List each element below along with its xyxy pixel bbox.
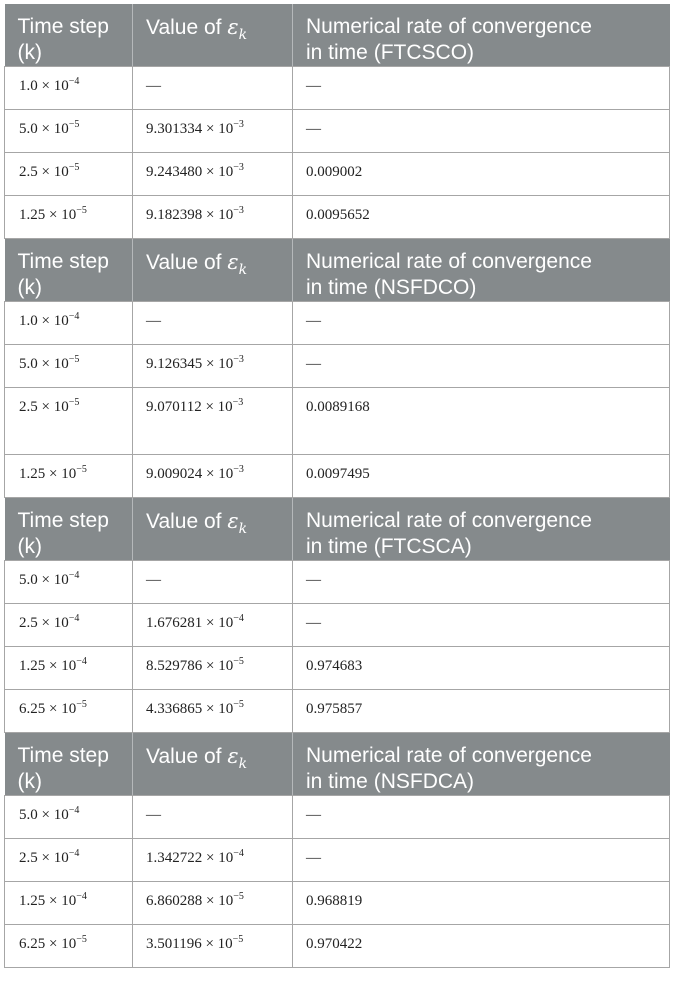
time-step-cell-base: 10 [53,121,69,137]
time-step-cell-mantissa: 1.0 [19,313,38,329]
error-value-cell-base: 10 [218,207,234,223]
time-step-cell-exponent: −5 [76,464,87,475]
header-time-step-label: Time step ( [17,744,109,793]
time-step-cell-exponent: −5 [76,934,87,945]
error-value-cell-exponent: −3 [233,162,244,173]
error-value-cell [133,110,293,153]
header-rate-line2: in time [306,41,368,64]
error-value-cell-mantissa: 6.860288 [146,893,203,909]
time-step-cell [5,345,133,388]
error-value-cell [133,925,293,968]
header-rate-line2: in time [306,276,368,299]
error-value-cell-base: 10 [218,893,234,909]
epsilon-subscript: k [238,756,248,773]
header-time-step [5,239,133,302]
time-step-cell [5,302,133,345]
table-row [5,604,670,647]
header-rate-line2: in time [306,535,368,558]
error-value-cell-base: 10 [218,466,234,482]
time-step-cell-base: 10 [53,399,69,415]
times-sign: × [41,313,50,329]
error-value-cell-base: 10 [218,658,234,674]
rate-cell: — [293,302,670,345]
error-value-cell-exponent: −5 [233,656,244,667]
error-value-cell-mantissa: 9.009024 [146,466,203,482]
time-step-cell [5,110,133,153]
table-row [5,561,670,604]
header-time-step-var: k [24,276,35,299]
time-step-cell-base: 10 [53,807,69,823]
times-sign: × [206,121,215,137]
error-value-cell-base: 10 [217,936,233,952]
header-value-label: Value of [146,745,228,768]
times-sign: × [41,572,50,588]
time-step-cell [5,647,133,690]
table-row [5,67,670,110]
rate-cell: 0.0095652 [293,196,670,239]
error-value-cell-exponent: −4 [233,613,244,624]
header-time-step-var: k [24,41,35,64]
error-value-cell-mantissa: 9.301334 [146,121,203,137]
time-step-cell-exponent: −4 [68,570,80,581]
error-value-cell-base: 10 [218,615,234,631]
error-value-cell-exponent: −4 [233,848,244,859]
section-header-row [5,498,670,561]
error-value-cell-exponent: −5 [233,891,244,902]
section-header-row [5,4,670,67]
error-value-cell-base: 10 [218,121,234,137]
time-step-cell-mantissa: 1.25 [19,893,46,909]
error-value-cell-base: 10 [218,701,234,717]
times-sign: × [41,615,50,631]
error-value-cell [133,690,293,733]
header-value [133,4,293,67]
error-value-cell-exponent: −3 [232,397,244,408]
time-step-cell-exponent: −4 [76,891,87,902]
times-sign: × [206,615,215,631]
error-value-cell-mantissa: 4.336865 [146,701,203,717]
error-value-dash: — [146,313,161,329]
times-sign: × [49,207,58,223]
epsilon-subscript: k [238,262,248,279]
header-time-step [5,733,133,796]
table-body [5,4,670,968]
error-value-cell-mantissa: 9.126345 [146,356,203,372]
time-step-cell-exponent: −5 [68,162,80,173]
table-row [5,110,670,153]
times-sign: × [41,807,50,823]
header-value [133,498,293,561]
time-step-cell-mantissa: 6.25 [19,936,46,952]
header-time-step [5,4,133,67]
time-step-cell-base: 10 [53,615,69,631]
time-step-cell [5,925,133,968]
error-value-cell-base: 10 [218,356,234,372]
time-step-cell [5,796,133,839]
error-value-cell-exponent: −3 [233,464,244,475]
times-sign: × [205,936,214,952]
time-step-cell-base: 10 [53,313,69,329]
times-sign: × [206,207,215,223]
header-rate-line2: in time [306,770,368,793]
time-step-cell-exponent: −5 [68,119,80,130]
time-step-cell-mantissa: 1.25 [19,658,46,674]
epsilon-subscript: k [238,521,248,538]
rate-cell: 0.974683 [293,647,670,690]
header-rate-line1: Numerical rate of convergence [306,250,592,273]
error-value-cell-mantissa: 1.676281 [146,615,203,631]
table-row [5,388,670,455]
error-value-cell [133,561,293,604]
header-scheme-name: (FTCSCO) [373,41,475,64]
header-time-step-close: ) [35,770,42,793]
error-value-cell-mantissa: 3.501196 [146,936,202,952]
times-sign: × [205,399,214,415]
table-row [5,882,670,925]
rate-cell: — [293,839,670,882]
time-step-cell [5,388,133,455]
rate-cell: — [293,110,670,153]
error-value-dash: — [146,572,161,588]
error-value-cell [133,796,293,839]
header-rate [293,498,670,561]
error-value-cell [133,882,293,925]
rate-cell: — [293,561,670,604]
time-step-cell-mantissa: 1.25 [19,466,46,482]
times-sign: × [206,466,215,482]
error-value-cell-exponent: −3 [233,205,244,216]
header-rate [293,4,670,67]
error-value-cell-mantissa: 9.182398 [146,207,203,223]
time-step-cell-mantissa: 5.0 [19,807,38,823]
header-rate [293,733,670,796]
table-row [5,455,670,498]
table-row [5,153,670,196]
times-sign: × [49,701,58,717]
time-step-cell-mantissa: 2.5 [19,850,38,866]
times-sign: × [41,164,50,180]
time-step-cell-mantissa: 5.0 [19,121,38,137]
section-header-row [5,239,670,302]
header-value-label: Value of [146,510,228,533]
time-step-cell-exponent: −4 [68,76,80,87]
table-row [5,647,670,690]
header-time-step-label: Time step ( [17,250,109,299]
time-step-cell-mantissa: 5.0 [19,356,38,372]
time-step-cell-base: 10 [53,164,69,180]
error-value-cell-exponent: −3 [233,119,244,130]
time-step-cell-mantissa: 1.25 [19,207,46,223]
error-value-cell-base: 10 [218,850,234,866]
time-step-cell-exponent: −5 [68,354,80,365]
rate-cell: — [293,345,670,388]
header-rate-line1: Numerical rate of convergence [306,509,592,532]
table-row [5,690,670,733]
time-step-cell-base: 10 [53,850,69,866]
times-sign: × [206,893,215,909]
time-step-cell-mantissa: 2.5 [19,164,38,180]
table-row [5,925,670,968]
time-step-cell [5,455,133,498]
time-step-cell-mantissa: 5.0 [19,572,38,588]
times-sign: × [49,466,58,482]
rate-cell: — [293,604,670,647]
times-sign: × [41,850,50,866]
header-scheme-name: (FTCSCA) [373,535,472,558]
time-step-cell-base: 10 [61,207,77,223]
header-scheme-name: (NSFDCO) [373,276,477,299]
times-sign: × [206,850,215,866]
error-value-cell-mantissa: 9.243480 [146,164,203,180]
time-step-cell [5,839,133,882]
header-time-step [5,498,133,561]
time-step-cell-base: 10 [53,356,69,372]
time-step-cell [5,561,133,604]
time-step-cell-exponent: −4 [68,311,80,322]
rate-cell: 0.0089168 [293,388,670,455]
header-time-step-var: k [24,535,35,558]
times-sign: × [49,893,58,909]
time-step-cell [5,604,133,647]
header-time-step-close: ) [35,535,42,558]
error-value-cell-exponent: −5 [233,699,244,710]
error-value-cell [133,839,293,882]
rate-cell: 0.009002 [293,153,670,196]
error-value-cell-base: 10 [218,164,234,180]
epsilon-symbol: ε [227,509,239,533]
times-sign: × [206,164,215,180]
time-step-cell [5,690,133,733]
header-rate [293,239,670,302]
time-step-cell-base: 10 [61,658,77,674]
table-row [5,302,670,345]
time-step-cell-base: 10 [61,893,77,909]
epsilon-symbol: ε [227,250,239,274]
error-value-cell [133,302,293,345]
time-step-cell [5,153,133,196]
time-step-cell-exponent: −5 [76,205,87,216]
error-value-cell [133,196,293,239]
rate-cell: — [293,67,670,110]
times-sign: × [206,701,215,717]
header-value-label: Value of [146,251,228,274]
error-value-cell-mantissa: 1.342722 [146,850,203,866]
time-step-cell-exponent: −4 [68,805,80,816]
error-value-cell [133,388,293,455]
convergence-table [4,4,670,968]
header-scheme-name: (NSFDCA) [373,770,475,793]
header-value [133,239,293,302]
time-step-cell [5,196,133,239]
error-value-cell-mantissa: 8.529786 [146,658,203,674]
time-step-cell-base: 10 [53,572,69,588]
rate-cell: 0.0097495 [293,455,670,498]
error-value-cell-base: 10 [217,399,233,415]
epsilon-symbol: ε [227,744,239,768]
time-step-cell [5,882,133,925]
table-row [5,345,670,388]
error-value-cell-exponent: −3 [233,354,244,365]
times-sign: × [41,121,50,137]
rate-cell: — [293,796,670,839]
header-time-step-close: ) [35,276,42,299]
time-step-cell-base: 10 [61,701,77,717]
rate-cell: 0.968819 [293,882,670,925]
times-sign: × [41,399,50,415]
error-value-cell-exponent: −5 [232,934,244,945]
times-sign: × [41,78,50,94]
header-rate-line1: Numerical rate of convergence [306,744,592,767]
time-step-cell-exponent: −5 [68,397,80,408]
time-step-cell-mantissa: 2.5 [19,615,38,631]
time-step-cell-base: 10 [61,936,77,952]
error-value-cell [133,345,293,388]
error-value-cell [133,67,293,110]
time-step-cell-mantissa: 2.5 [19,399,38,415]
header-time-step-label: Time step ( [17,15,109,64]
time-step-cell-exponent: −5 [76,699,87,710]
header-time-step-var: k [24,770,35,793]
rate-cell: 0.970422 [293,925,670,968]
times-sign: × [206,356,215,372]
time-step-cell-mantissa: 1.0 [19,78,38,94]
error-value-cell [133,647,293,690]
time-step-cell-base: 10 [61,466,77,482]
header-value-label: Value of [146,16,228,39]
header-rate-line1: Numerical rate of convergence [306,15,592,38]
error-value-cell [133,153,293,196]
error-value-dash: — [146,78,161,94]
times-sign: × [49,936,58,952]
time-step-cell-base: 10 [53,78,69,94]
section-header-row [5,733,670,796]
times-sign: × [206,658,215,674]
table-row [5,796,670,839]
times-sign: × [41,356,50,372]
time-step-cell [5,67,133,110]
time-step-cell-exponent: −4 [68,613,80,624]
epsilon-subscript: k [238,27,248,44]
time-step-cell-exponent: −4 [68,848,80,859]
header-time-step-close: ) [35,41,42,64]
header-value [133,733,293,796]
rate-cell: 0.975857 [293,690,670,733]
error-value-cell [133,604,293,647]
error-value-cell [133,455,293,498]
error-value-dash: — [146,807,161,823]
table-row [5,839,670,882]
times-sign: × [49,658,58,674]
epsilon-symbol: ε [227,15,239,39]
table-row [5,196,670,239]
time-step-cell-mantissa: 6.25 [19,701,46,717]
error-value-cell-mantissa: 9.070112 [146,399,202,415]
header-time-step-label: Time step ( [17,509,109,558]
time-step-cell-exponent: −4 [76,656,87,667]
